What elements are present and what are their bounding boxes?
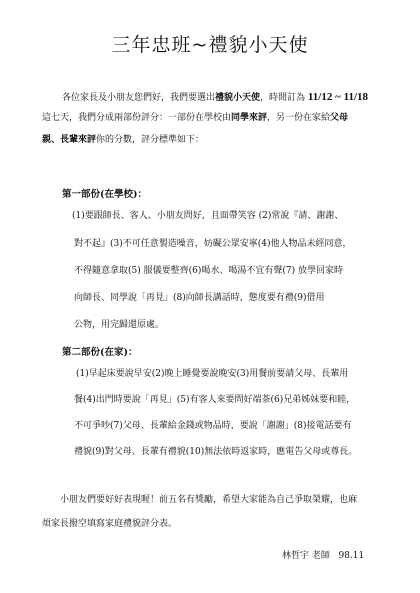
section1-line: 對不起』(3)不可任意製造噪音，妨礙公眾安寧(4)他人物品未經同意， [74,239,352,249]
teacher-name: 林哲宇 老師 [282,551,330,561]
signature [282,548,364,561]
section-heading-home: 第二部份(在家)： [62,347,138,358]
section2-line: 餐(4)出門時要說「再見」(5)有客人來要問好端茶(6)兄弟姊妹要和睦， [74,395,356,405]
intro-highlight: 親、長輩來評 [42,135,97,145]
section1-line: 不得隨意拿取(5) 服儀要整齊(6)喝水、喝湯不宜有聲(7) 放學回家時 [74,266,343,276]
intro-line-2 [42,114,348,123]
closing-line-2: 煩家長撥空填寫家庭禮貌評分表。 [42,519,178,529]
intro-text: 你的分數，評分標準如下： [96,135,205,145]
intro-text: ，時間訂為 [260,93,308,103]
section-heading-school: 第一部份(在學校)： [62,189,147,200]
section2-line: 禮貌(9)對父母、長輩有禮貌(10)無法依時返家時，應電告父母或尊長。 [74,447,358,457]
intro-text: 各位家長及小朋友您們好，我們要選出 [62,93,216,103]
intro-highlight: 父母 [330,113,349,123]
intro-highlight: 禮貌小天使 [215,93,261,103]
intro-line-3 [42,136,204,145]
closing-line-1: 小朋友們要好好表現喔！前五名有獎勵，希望大家能為自己爭取榮耀，也麻 [60,495,358,505]
section2-line: 不可爭吵(7)父母、長輩給金錢或物品時，要說「謝謝」(8)接電話要有 [74,421,352,431]
intro-highlight: 同學來評 [231,113,268,123]
intro-text: ，另一份在家給 [267,113,331,123]
section1-line: (1)要跟師長、客人、小朋友問好，且面帶笑容 (2)常說『請、謝謝、 [72,211,344,221]
section1-line: 公物，用完歸還原處。 [74,320,165,330]
page-title: 三年忠班~禮貌小天使 [111,34,309,56]
signature-date: 98.11 [338,551,365,561]
section2-line: (1)早起床要說早安(2)晚上睡覺要說晚安(3)用餐前要請父母、長輩用 [76,369,349,379]
intro-dates: 11/12 ~ 11/18 [307,91,369,103]
section1-line: 向師長、同學說「再見」(8)向師長講話時，態度要有禮(9)借用 [74,293,325,303]
intro-line-1 [62,92,368,103]
intro-text: 這七天，我們分成兩部份評分：一部份在學校由 [42,113,232,123]
